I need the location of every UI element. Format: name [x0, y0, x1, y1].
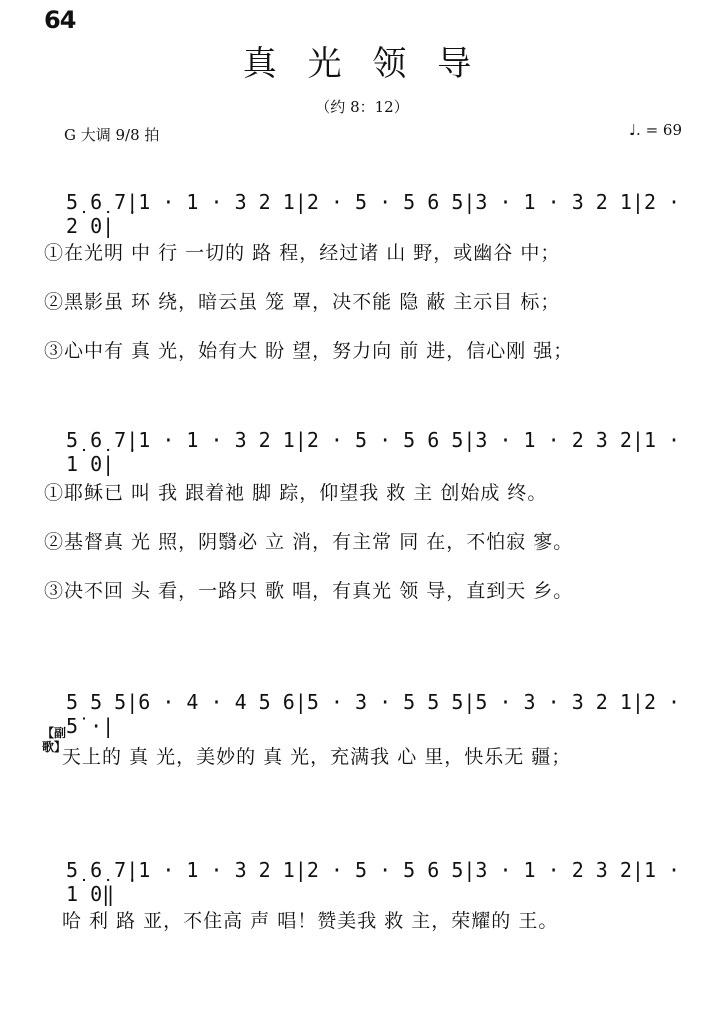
- notation-line: [58, 844, 684, 906]
- song-title: 真 光 领 导: [242, 44, 482, 84]
- notation-line: [58, 676, 684, 738]
- lyric-verse-1: ①在光明 中 行 一切的 路 程，经过诸 山 野，或幽谷 中；: [44, 242, 561, 264]
- notation-text: 5 5 5|6 · 4 · 4 5 6|5 · 3 · 5 5 5|5 · 3 · 3 2 1|2 · 5̇ ·|: [66, 690, 681, 738]
- music-system-1: [58, 176, 684, 238]
- lyric-verse-3: ③心中有 真 光，始有大 盼 望，努力向 前 进，信心刚 强；: [44, 340, 574, 362]
- music-system-4: [58, 844, 684, 906]
- lyric-verse-3: ③决不回 头 看，一路只 歌 唱，有真光 领 导，直到天 乡。: [44, 580, 574, 602]
- key-and-time-signature: G 大调 9/8 拍: [64, 126, 160, 144]
- music-system-2: [58, 414, 684, 476]
- notation-text: 5̣ 6̣ 7̣|1 · 1 · 3 2 1|2 · 5 · 5 6 5|3 · 1 · 3 2 1|2 · 2 0|: [66, 190, 681, 238]
- notation-text: 5̣ 6̣ 7̣|1 · 1 · 3 2 1|2 · 5 · 5 6 5|3 · 1 · 2 3 2|1 · 1 0|: [66, 428, 681, 476]
- notation-text: 5̣ 6̣ 7̣|1 · 1 · 3 2 1|2 · 5 · 5 6 5|3 · 1 · 2 3 2|1 · 1 0‖: [66, 858, 681, 906]
- lyric-ending: 哈 利 路 亚，不住高 声 唱！赞美我 救 主，荣耀的 王。: [62, 910, 559, 932]
- music-system-3: [58, 676, 684, 738]
- chorus-label: 【副歌】: [42, 726, 67, 754]
- notation-line: [58, 176, 684, 238]
- scripture-reference: （约 8：12）: [315, 98, 409, 116]
- page-number: 64: [44, 6, 76, 34]
- lyric-verse-2: ②基督真 光 照，阴翳必 立 消，有主常 同 在，不怕寂 寥。: [44, 531, 574, 553]
- tempo-marking: ♩. = 69: [628, 121, 682, 139]
- lyric-verse-2: ②黑影虽 环 绕，暗云虽 笼 罩，决不能 隐 蔽 主示目 标；: [44, 291, 561, 313]
- lyric-verse-1: ①耶稣已 叫 我 跟着祂 脚 踪，仰望我 救 主 创始成 终。: [44, 482, 548, 504]
- lyric-chorus: 天上的 真 光，美妙的 真 光，充满我 心 里，快乐无 疆；: [62, 746, 572, 768]
- notation-line: [58, 414, 684, 476]
